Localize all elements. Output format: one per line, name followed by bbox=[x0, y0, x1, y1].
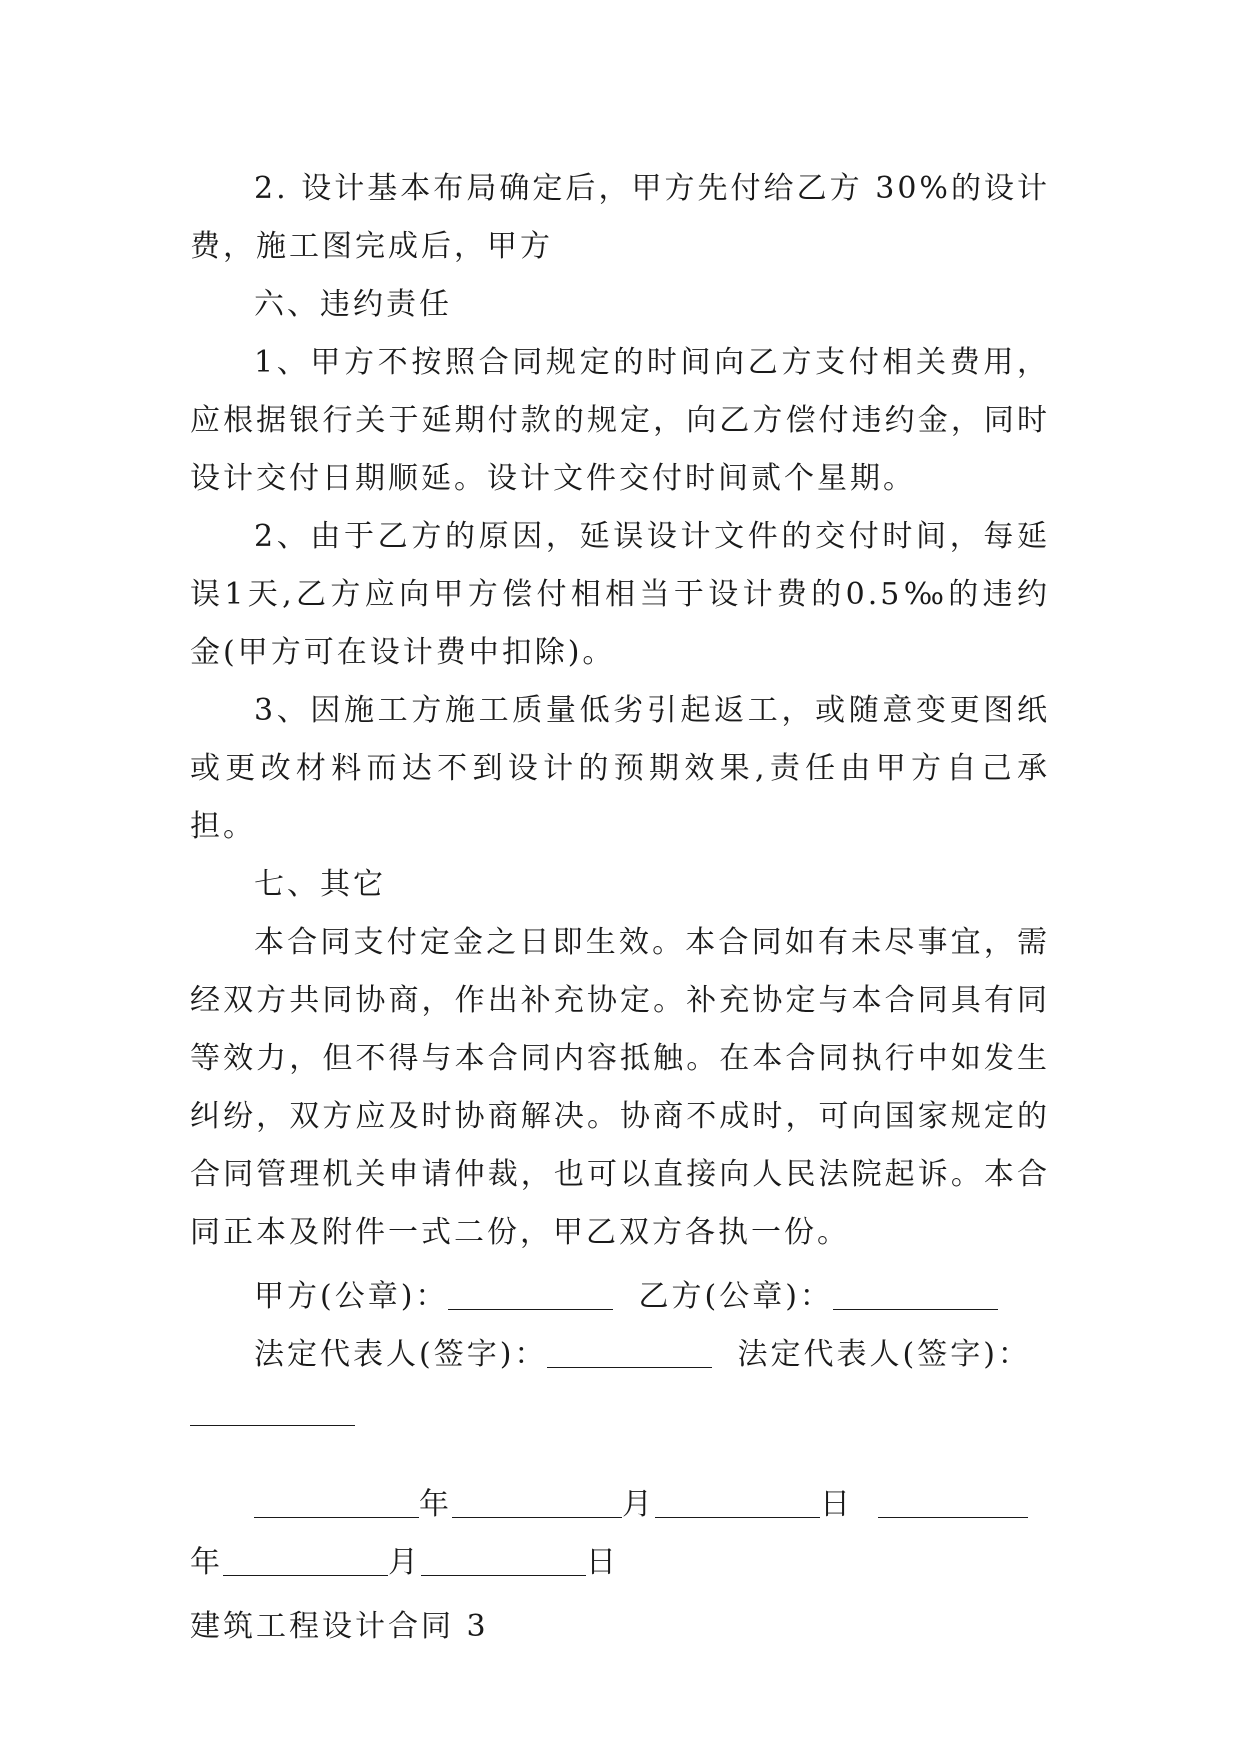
date-a-month-label: 月 bbox=[622, 1487, 655, 1522]
party-a-seal-label: 甲方(公章)： bbox=[254, 1279, 449, 1314]
rep-b-blank[interactable] bbox=[190, 1395, 355, 1426]
paragraph-breach-1: 1、甲方不按照合同规定的时间向乙方支付相关费用，应根据银行关于延期付款的规定，向乙方偿付违约金，同时设计交付日期顺延。设计文件交付时间贰个星期。 bbox=[190, 345, 1050, 496]
party-b-seal-label: 乙方(公章)： bbox=[638, 1279, 833, 1314]
date-a-day-label: 日 bbox=[820, 1487, 853, 1522]
date-a-day-blank[interactable] bbox=[655, 1487, 820, 1518]
next-document-title: 建筑工程设计合同 3 bbox=[190, 1609, 489, 1644]
paragraph-payment-clause: 2. 设计基本布局确定后，甲方先付给乙方 30%的设计费，施工图完成后，甲方 bbox=[190, 171, 1050, 264]
date-b-day-blank[interactable] bbox=[421, 1545, 586, 1576]
paragraph-breach-2: 2、由于乙方的原因，延误设计文件的交付时间，每延误1天,乙方应向甲方偿付相相当于设计费的0.5‰的违约金(甲方可在设计费中扣除)。 bbox=[190, 519, 1050, 670]
date-b-day-label: 日 bbox=[586, 1545, 619, 1580]
date-b-year-blank[interactable] bbox=[878, 1487, 1028, 1518]
party-a-seal-blank[interactable] bbox=[448, 1279, 613, 1310]
representative-row-wrap bbox=[190, 1384, 1050, 1442]
paragraph-other-terms: 本合同支付定金之日即生效。本合同如有未尽事宜，需经双方共同协商，作出补充协定。补充协定与本合同具有同等效力，但不得与本合同内容抵触。在本合同执行中如发生纠纷，双方应及时协商解决。协商不成时，可向国家规定的合同管理机关申请仲裁，也可以直接向人民法院起诉。本合同正本及附件一式二份，甲乙双方各执一份。 bbox=[190, 925, 1050, 1250]
rep-b-label: 法定代表人(签字)： bbox=[737, 1337, 1031, 1372]
date-row-a bbox=[190, 1476, 1050, 1534]
date-b-month-blank[interactable] bbox=[223, 1545, 388, 1576]
document-body bbox=[190, 160, 1050, 1656]
section-heading-other: 七、其它 bbox=[254, 867, 386, 902]
paragraph-breach-3: 3、因施工方施工质量低劣引起返工，或随意变更图纸或更改材料而达不到设计的预期效果,责任由甲方自己承担。 bbox=[190, 693, 1050, 844]
date-row-b bbox=[190, 1534, 1050, 1592]
date-b-year-label: 年 bbox=[190, 1545, 223, 1580]
rep-a-label: 法定代表人(签字)： bbox=[254, 1337, 548, 1372]
date-a-year-blank[interactable] bbox=[254, 1487, 419, 1518]
representative-row bbox=[190, 1326, 1050, 1384]
date-a-year-label: 年 bbox=[419, 1487, 452, 1522]
party-b-seal-blank[interactable] bbox=[833, 1279, 998, 1310]
seal-row bbox=[190, 1268, 1050, 1326]
date-a-month-blank[interactable] bbox=[452, 1487, 622, 1518]
date-b-month-label: 月 bbox=[388, 1545, 421, 1580]
rep-a-blank[interactable] bbox=[547, 1337, 712, 1368]
section-heading-breach: 六、违约责任 bbox=[254, 287, 452, 322]
